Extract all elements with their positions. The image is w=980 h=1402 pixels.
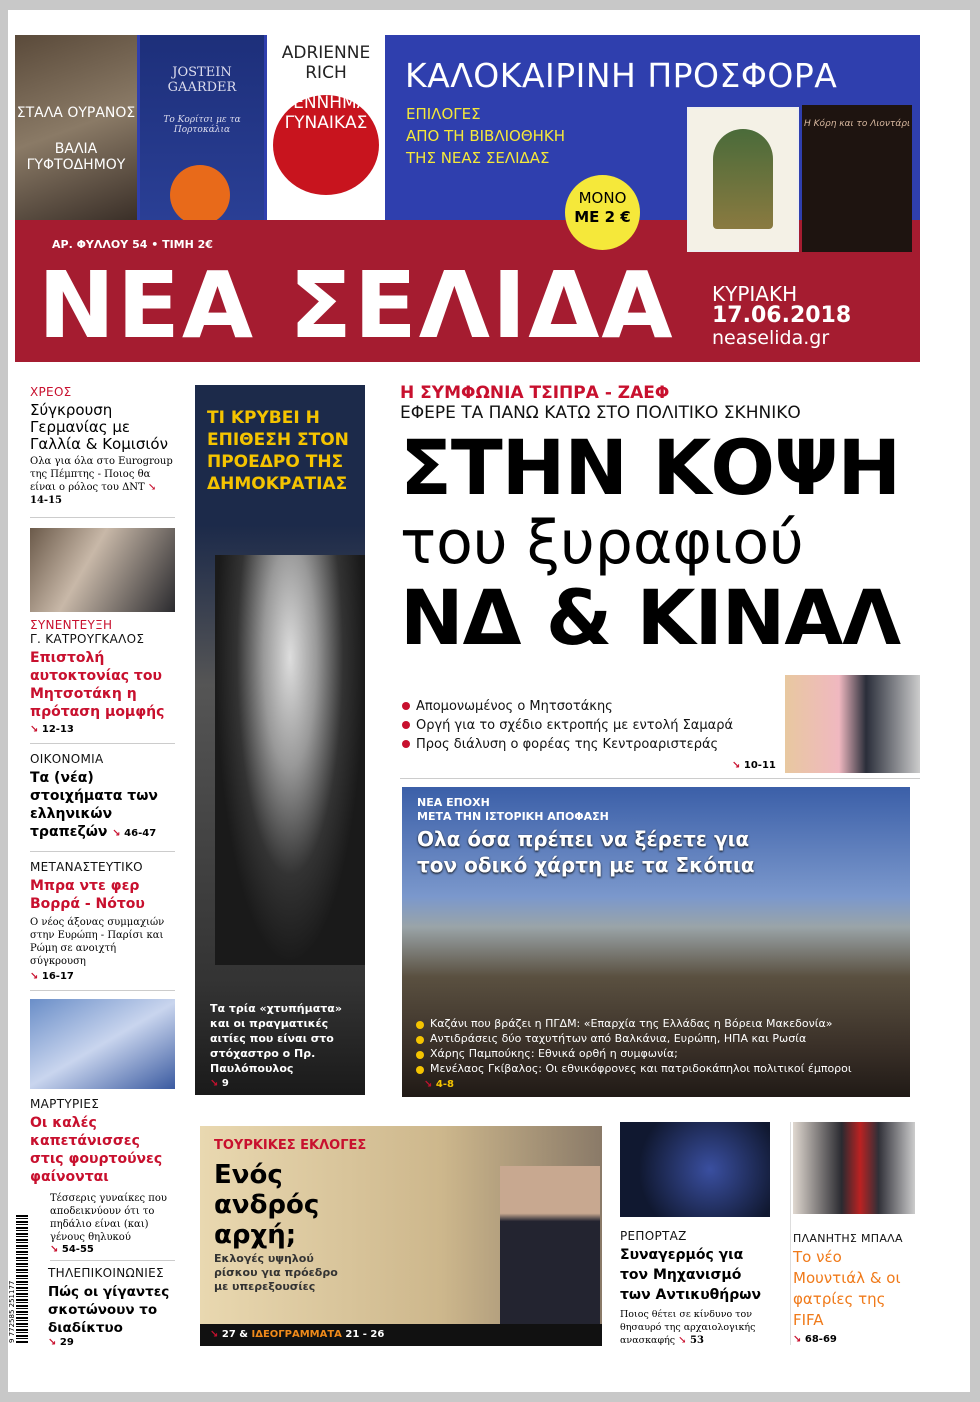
bullet: Μενέλαος Γκίβαλος: Οι εθνικόφρονες και πατριδοκάπηλοι πολιτικοί έμποροι [416, 1061, 906, 1076]
page-ref: ↘ 9 [210, 1078, 362, 1089]
president-story[interactable] [195, 385, 365, 1095]
headline-line-1[interactable]: ΣΤΗΝ ΚΟΨΗ [400, 423, 901, 512]
promo-line: ΤΗΣ ΝΕΑΣ ΣΕΛΙΔΑΣ [406, 149, 550, 167]
summary-text: Ποιος θέτει σε κίνδυνο τον θησαυρό της αρχαιολογικής ανασκαφής [620, 1309, 756, 1346]
story-telecom[interactable] [48, 1266, 175, 1348]
kicker: ΧΡΕΟΣ [30, 385, 72, 399]
headline[interactable]: Ολα όσα πρέπει να ξέρετε για τον οδικό χάρτη με τα Σκόπια [417, 827, 755, 877]
rule [30, 517, 175, 518]
kicker: ΝΕΑ ΕΠΟΧΗ [417, 796, 490, 809]
rule [30, 743, 175, 744]
headline[interactable]: Το νέο Μουντιάλ & οι φατρίες της FIFA [793, 1248, 901, 1329]
fifa-story[interactable] [790, 1122, 915, 1345]
promo-title: ΚΑΛΟΚΑΙΡΙΝΗ ΠΡΟΣΦΟΡΑ [405, 56, 838, 95]
promo-line: ΑΠΟ ΤΗ ΒΙΒΛΙΟΘΗΚΗ [406, 127, 566, 145]
kicker: ΟΙΚΟΝΟΜΙΑ [30, 752, 104, 767]
book-cover-4 [687, 107, 799, 252]
page-ref: ↘ 4-8 [424, 1078, 906, 1091]
page-ref: 21 - 26 [345, 1329, 385, 1340]
bullet: Χάρης Παμπούκης: Εθνικά ορθή η συμφωνία; [416, 1046, 906, 1061]
badge-line: ΜΕ 2 € [574, 208, 631, 226]
bullet: Απομονωμένος ο Μητσοτάκης [402, 697, 733, 716]
book-cover-2 [140, 35, 264, 220]
bullet: Προς διάλυση ο φορέας της Κεντροαριστεράς [402, 735, 733, 754]
tree-illustration [713, 129, 773, 229]
headline[interactable]: Επιστολή αυτοκτονίας του Μητσοτάκη η πρόταση μομφής [30, 650, 165, 721]
date: 17.06.2018 [712, 303, 852, 328]
kicker: ΤΟΥΡΚΙΚΕΣ ΕΚΛΟΓΕΣ [214, 1138, 367, 1153]
kicker: ΠΛΑΝΗΤΗΣ ΜΠΑΛΑ [793, 1232, 903, 1245]
kicker: ΣΥΝΕΝΤΕΥΞΗ [30, 618, 113, 633]
promo-lines [406, 103, 565, 169]
headline-line-3[interactable]: ΝΔ & ΚΙΝΑΛ [400, 573, 901, 662]
fifa-photo [793, 1122, 915, 1214]
page-ref: ↘ 53 [678, 1335, 704, 1346]
book-title: ΣΤΑΛΑ ΟΥΡΑΝΟΣ [16, 105, 136, 121]
book-author: ΒΑΛΙΑ ΓΥΦΤΟΔΗΜΟΥ [26, 141, 126, 173]
katrougkalos-photo [30, 528, 175, 612]
kicker: Η ΣΥΜΦΩΝΙΑ ΤΣΙΠΡΑ - ΖΑΕΦ [400, 383, 670, 403]
headline[interactable]: Οι καλές καπετάνισσες στις φουρτούνες φαίνονται [30, 1115, 163, 1186]
kicker: ΜΕΤΑΝΑΣΤΕΥΤΙΚΟ [30, 860, 143, 875]
summary: Εκλογές υψηλού ρίσκου για πρόεδρο με υπερεξουσίες [214, 1252, 338, 1293]
diver-photo [620, 1122, 770, 1217]
turkey-text [214, 1138, 374, 1294]
masthead-date-block [712, 283, 851, 349]
day: ΚΥΡΙΑΚΗ [712, 282, 798, 306]
promo-line: ΕΠΙΛΟΓΕΣ [406, 105, 481, 123]
macedonia-bullets [416, 1016, 906, 1076]
book-author: ADRIENNE RICH [281, 43, 371, 83]
badge-line: ΜΟΝΟ [578, 189, 627, 207]
headline[interactable]: Ενός ανδρός αρχή; [214, 1160, 320, 1250]
page-ref: ↘ 46-47 [112, 828, 156, 839]
page-ref: ↘ 29 [48, 1337, 175, 1348]
headline[interactable]: Συναγερμός για τον Μηχανισμό των Αντικυθήρων [620, 1247, 761, 1303]
summary [620, 1308, 770, 1347]
rule [30, 990, 175, 991]
subkicker: ΕΦΕΡΕ ΤΑ ΠΑΝΩ ΚΑΤΩ ΣΤΟ ΠΟΛΙΤΙΚΟ ΣΚΗΝΙΚΟ [400, 403, 801, 423]
page-ref-label: ΙΔΕΟΓΡΑΜΜΑΤΑ [251, 1329, 342, 1340]
bullet: Καζάνι που βράζει η ΠΓΔΜ: «Επαρχία της Ελλάδας η Βόρεια Μακεδονία» [416, 1016, 906, 1031]
barcode [16, 1215, 28, 1343]
orange-illustration [170, 165, 230, 220]
summary: Τέσσερις γυναίκες που αποδεικνύουν ότι το πηδάλιο είναι (και) γένους θηλυκού [50, 1193, 167, 1244]
macedonia-bottom [416, 1016, 906, 1091]
page-ref: 27 & [221, 1329, 248, 1340]
president-bottom [210, 1001, 362, 1089]
kicker: ΜΕΤΑ ΤΗΝ ΙΣΤΟΡΙΚΗ ΑΠΟΦΑΣΗ [417, 810, 609, 823]
page-ref: ↘ 68-69 [793, 1334, 915, 1345]
story-testimonies[interactable] [30, 1097, 175, 1255]
story-interview[interactable] [30, 618, 175, 735]
barcode-number: 9 772585 251177 [8, 1280, 16, 1343]
summary: Τα τρία «χτυπήματα» και οι πραγματικές αιτίες που είναι στο στόχαστρο ο Πρ. Παυλόπουλος [210, 1002, 342, 1075]
macedonia-story[interactable] [402, 787, 910, 1097]
page-ref: ↘ 54-55 [50, 1244, 175, 1255]
story-debt[interactable] [30, 385, 175, 507]
summary [30, 455, 175, 507]
rule [400, 778, 920, 779]
page-ref: ↘ 14-15 [30, 482, 156, 506]
bullet: Αντιδράσεις δύο ταχυτήτων από Βαλκάνια, Ευρώπη, ΗΠΑ και Ρωσία [416, 1031, 906, 1046]
arrow-icon: ↘ [210, 1329, 219, 1340]
website[interactable]: neaselida.gr [712, 327, 830, 349]
book-title: ΓΕΝΝΗΜΑ ΓΥΝΑΙΚΑΣ [283, 93, 369, 133]
book-title: Η Κόρη και το Λιοντάρι [803, 119, 911, 129]
lead-story[interactable] [400, 383, 920, 662]
summary: Ο νέος άξονας συμμαχιών στην Ευρώπη - Παρίσι και Ρώμη σε ανοιχτή σύγκρουση [30, 917, 165, 968]
headline-line-2[interactable]: του ξυραφιού [400, 508, 804, 578]
headline[interactable]: Σύγκρουση Γερμανίας με Γαλλία & Κομισιόν [30, 401, 168, 453]
book-cover-1 [15, 35, 137, 220]
page-ref: ↘ 10-11 [732, 759, 776, 772]
kicker: Γ. ΚΑΤΡΟΥΓΚΑΛΟΣ [30, 632, 145, 647]
story-economy[interactable] [30, 752, 175, 843]
rule [30, 851, 175, 852]
headline[interactable]: Πώς οι γίγαντες σκοτώνουν το διαδίκτυο [48, 1284, 170, 1337]
book-cover-3 [267, 35, 385, 220]
pavlopoulos-photo [215, 555, 365, 965]
lead-bullets [402, 697, 733, 754]
book-author: JOSTEIN GAARDER [167, 65, 237, 95]
summary-text: Ολα για όλα στο Eurogroup της Πέμπτης - Ποιος θα είναι ο ρόλος του ΔΝΤ [30, 456, 173, 494]
erdogan-photo [500, 1166, 600, 1324]
rule [50, 1260, 175, 1261]
book-cover-5 [802, 105, 912, 252]
headline[interactable]: ΤΙ ΚΡΥΒΕΙ Η ΕΠΙΘΕΣΗ ΣΤΟΝ ΠΡΟΕΔΡΟ ΤΗΣ ΔΗΜΟΚΡΑΤΙΑΣ [207, 408, 349, 494]
headline-text: Τα (νέα) στοιχήματα των ελληνικών τραπεζών [30, 770, 158, 841]
page-ref: ↘ 12-13 [30, 724, 175, 735]
price-badge [565, 175, 640, 250]
kicker: ΡΕΠΟΡΤΑΖ [620, 1229, 687, 1243]
captain-photo [30, 999, 175, 1089]
headline[interactable]: Μπρα ντε φερ Βορρά - Νότου [30, 878, 145, 913]
kicker: ΜΑΡΤΥΡΙΕΣ [30, 1097, 100, 1112]
masthead-title: ΝΕΑ ΣΕΛΙΔΑ [38, 252, 675, 359]
headline[interactable] [30, 769, 175, 843]
turkey-ref-bar [200, 1324, 602, 1346]
turkey-story[interactable] [200, 1126, 602, 1346]
story-migration[interactable] [30, 860, 175, 982]
page-ref: ↘ 16-17 [30, 971, 175, 982]
issue-info: ΑΡ. ΦΥΛΛΟΥ 54 • ΤΙΜΗ 2€ [52, 238, 213, 251]
book-title: Το Κορίτσι με τα Πορτοκάλια [163, 115, 241, 135]
bullet: Οργή για το σχέδιο εκτροπής με εντολή Σαμαρά [402, 716, 733, 735]
kicker: ΤΗΛΕΠΙΚΟΙΝΩΝΙΕΣ [48, 1266, 164, 1281]
politicians-photo [785, 675, 920, 773]
report-story[interactable] [620, 1122, 770, 1347]
left-column [30, 385, 175, 1348]
